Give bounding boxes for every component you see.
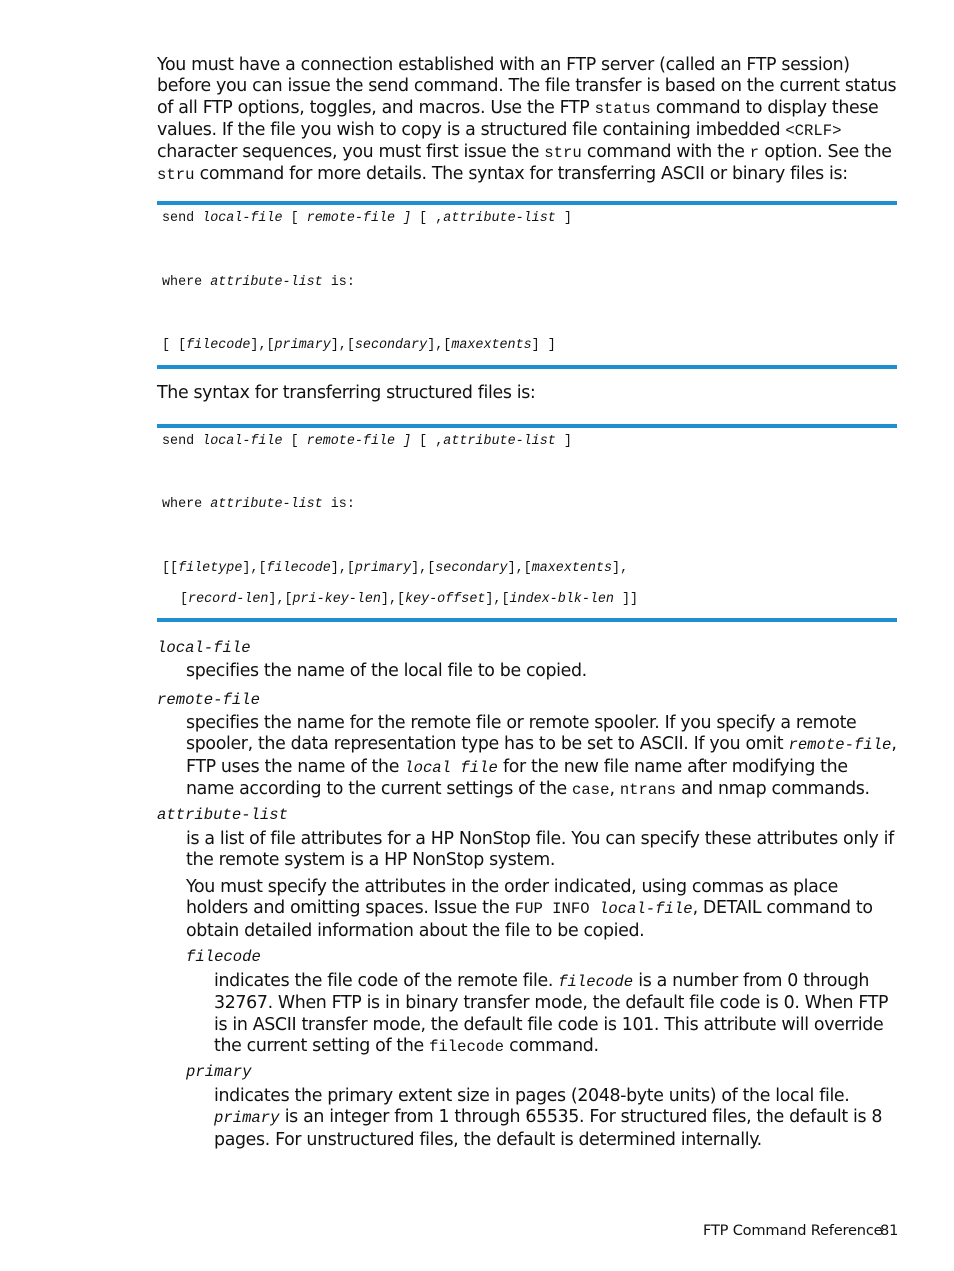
syntax-line: [[filetype],[filecode],[primary],[secondary],[maxextents],: [162, 561, 629, 576]
term-primary: primary: [186, 1063, 252, 1081]
syntax-line: [ [filecode],[primary],[secondary],[maxextents] ]: [162, 338, 556, 353]
desc-local-file: specifies the name of the local file to be copied.: [186, 661, 587, 681]
page-number: 81: [880, 1222, 899, 1239]
code-crlf: <CRLF>: [785, 121, 842, 140]
code-stru: stru: [544, 144, 582, 163]
code-status: status: [594, 99, 651, 118]
term-attribute-list: attribute-list: [157, 806, 289, 824]
syntax-line: send local-file [ remote-file ] [ ,attribute-list ]: [162, 211, 572, 226]
syntax-line: [record-len],[pri-key-len],[key-offset],[index-blk-len ]]: [180, 592, 639, 607]
syntax-box-ascii: [157, 201, 897, 369]
term-local-file: local-file: [157, 639, 251, 657]
code-stru: stru: [157, 166, 195, 185]
intro-text: option. See the: [759, 142, 892, 163]
intro-text: command with the: [581, 142, 750, 163]
syntax-line: where attribute-list is:: [162, 497, 355, 512]
syntax-line: send local-file [ remote-file ] [ ,attribute-list ]: [162, 434, 572, 449]
desc-attribute-list: is a list of file attributes for a HP NonStop file. You can specify these attributes only if the remote system is a HP NonStop system.: [186, 829, 894, 871]
intro-paragraph: [157, 55, 897, 187]
intro-text: You must have a connection established with an FTP server (called an FTP session) before you can issue the send command. The file transfer is based on the current status of all FTP options, toggles, and macros. Use the FTP: [157, 55, 897, 118]
intro-text: command for more details. The syntax for transferring ASCII or binary files is:: [194, 164, 848, 185]
intro-text: character sequences, you must first issue the: [157, 142, 545, 163]
code-r: r: [749, 144, 760, 163]
syntax-line: where attribute-list is:: [162, 275, 355, 290]
desc-attribute-order: You must specify the attributes in the order indicated, using commas as place holders and omitting spaces. Issue the FUP INFO local-file, DETAIL command to obtain detailed information about the file to be copied.: [186, 877, 873, 941]
syntax-box-structured: [157, 424, 897, 622]
footer-title: FTP Command Reference: [703, 1222, 883, 1239]
desc-filecode: indicates the file code of the remote file. filecode is a number from 0 through 32767. When FTP is in binary transfer mode, the default file code is 0. When FTP is in ASCII transfer mode, the default file code is 101. This attribute will override the current setting of the filecode command.: [214, 971, 889, 1056]
structured-intro: The syntax for transferring structured files is:: [157, 383, 536, 403]
term-filecode: filecode: [186, 948, 261, 966]
desc-primary: indicates the primary extent size in pages (2048-byte units) of the local file. primary is an integer from 1 through 65535. For structured files, the default is 8 pages. For unstructured files, the default is determined internally.: [214, 1086, 883, 1150]
term-remote-file: remote-file: [157, 691, 260, 709]
intro-text: command to display these values. If the file you wish to copy is a structured file containing imbedded: [157, 97, 879, 140]
desc-remote-file: specifies the name for the remote file or remote spooler. If you specify a remote spooler, the data representation type has to be set to ASCII. If you omit remote-file, FTP uses the name of the local file for the new file name after modifying the name according to the current settings of the case, ntrans and nmap commands.: [186, 713, 897, 799]
